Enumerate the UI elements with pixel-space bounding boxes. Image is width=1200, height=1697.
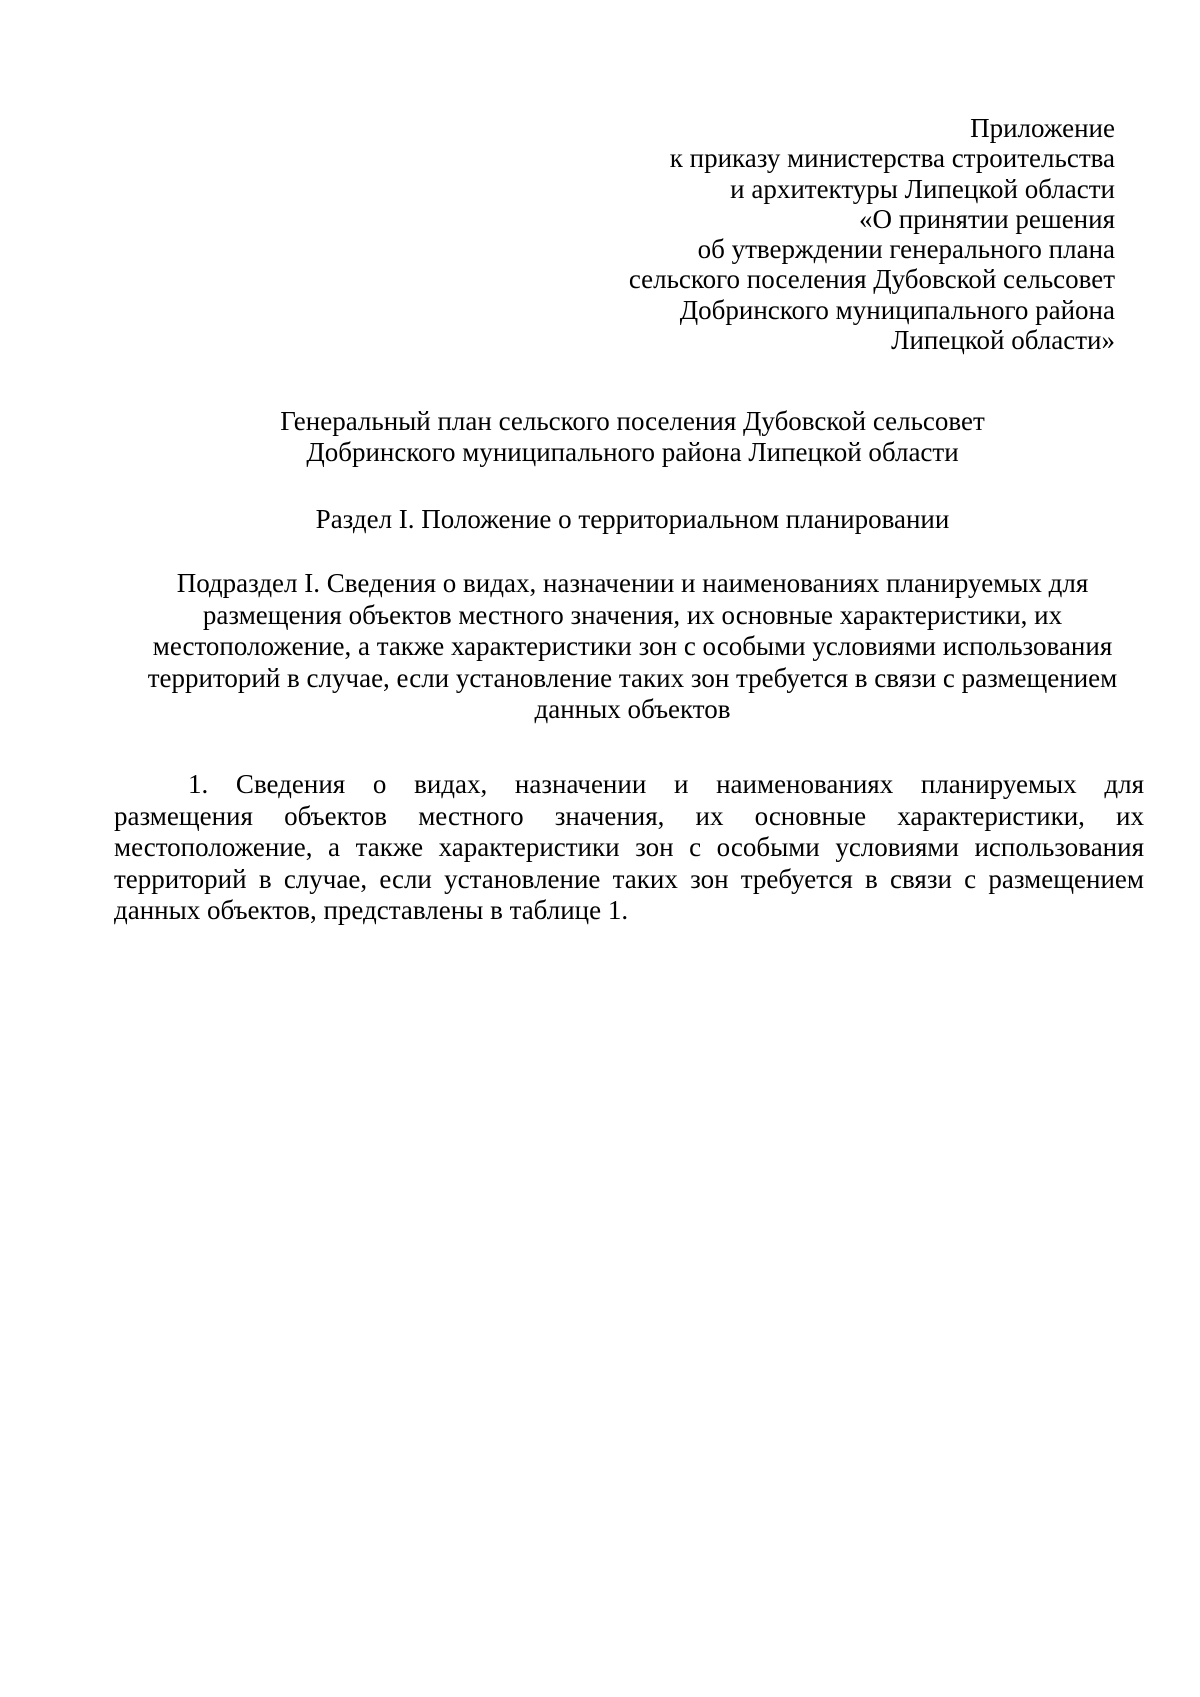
body-paragraph xyxy=(114,769,1144,927)
annex-line: к приказу министерства строительства xyxy=(669,143,1115,174)
annex-line: об утверждении генерального плана xyxy=(697,234,1115,265)
annex-header xyxy=(415,113,1115,355)
annex-line: Добринского муниципального района xyxy=(679,294,1115,325)
document-title-line: Генеральный план сельского поселения Дубовской сельсовет xyxy=(280,406,985,436)
annex-line: «О принятии решения xyxy=(858,203,1115,234)
paragraph-line: 1. Сведения о видах, назначении и наименованиях планируемых для xyxy=(188,769,1144,799)
subsection-title-line: размещения объектов местного значения, их основные характеристики, их xyxy=(202,599,1063,630)
paragraph-line: местоположение, а также характеристики зон с особыми условиями использования xyxy=(114,832,1144,863)
annex-line: Приложение xyxy=(970,113,1115,143)
subsection-title-line: территорий в случае, если установление таких зон требуется в связи с размещением xyxy=(147,662,1118,693)
paragraph-line: территорий в случае, если установление таких зон требуется в связи с размещением xyxy=(114,863,1144,894)
annex-line: и архитектуры Липецкой области xyxy=(730,173,1115,204)
annex-line: Липецкой области» xyxy=(891,325,1115,356)
subsection-title-line: данных объектов xyxy=(534,694,731,725)
section-title: Раздел I. Положение о территориальном планировании xyxy=(315,504,950,534)
subsection-title-line: Подраздел I. Сведения о видах, назначении и наименованиях планируемых для xyxy=(176,568,1089,598)
paragraph-line: данных объектов, представлены в таблице 1. xyxy=(114,895,629,926)
document-title xyxy=(0,406,1200,468)
paragraph-line: размещения объектов местного значения, их основные характеристики, их xyxy=(114,800,1144,831)
annex-line: сельского поселения Дубовской сельсовет xyxy=(628,264,1115,295)
document-title-line: Добринского муниципального района Липецкой области xyxy=(306,437,959,467)
subsection-title xyxy=(0,568,1200,726)
subsection-title-line: местоположение, а также характеристики зон с особыми условиями использования xyxy=(152,631,1113,662)
